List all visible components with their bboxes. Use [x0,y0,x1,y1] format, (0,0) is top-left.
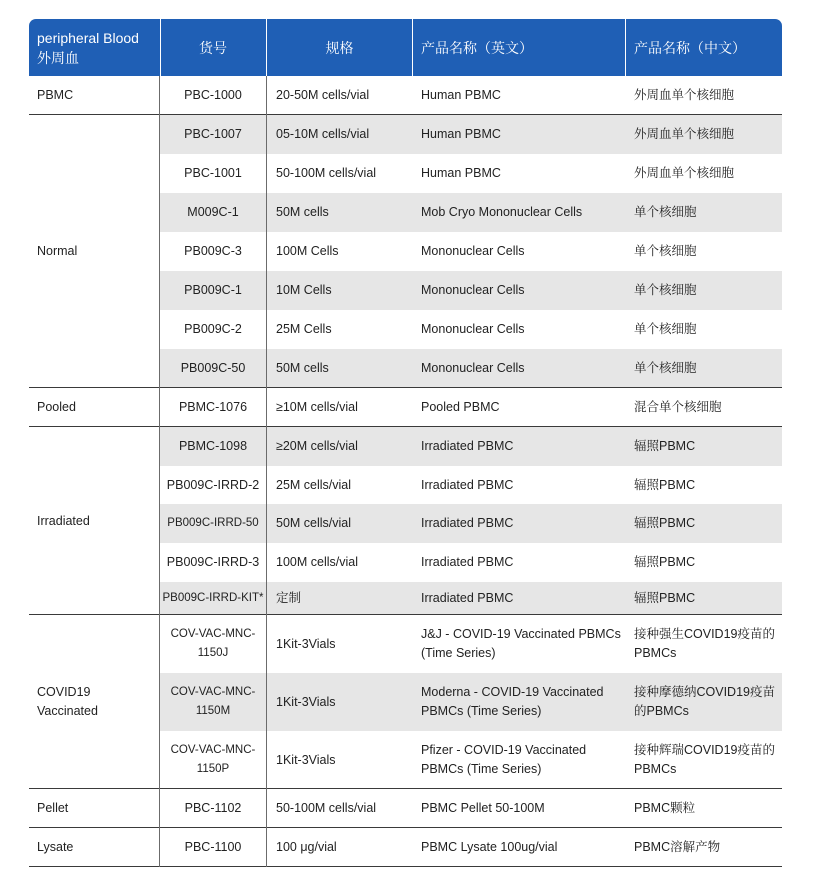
table-row [160,504,782,543]
name-en-cell: Mob Cryo Mononuclear Cells [421,205,583,219]
name-en-cell: Mononuclear Cells [421,283,525,297]
catalog-cell: PB009C-1 [184,283,242,297]
group-column-divider [159,828,160,867]
group-label: Pooled [37,400,76,414]
name-zh-cell: 接种辉瑞COVID19疫苗的PBMCs [634,743,775,776]
catalog-cell: PBC-1000 [184,88,242,102]
spec-cell: 50M cells [276,205,329,219]
group-label: Normal [37,244,78,258]
table-row [29,731,782,789]
group-column-divider [159,115,160,388]
spec-cell: 50M cells [276,361,329,375]
table-row [29,615,782,673]
spec-cell: 50-100M cells/vial [276,801,377,815]
name-zh-cell: 外周血单个核细胞 [634,166,735,180]
product-table [29,19,782,854]
name-zh-cell: 外周血单个核细胞 [634,127,735,141]
header-group-cell [37,19,159,76]
name-en-cell: Irradiated PBMC [421,477,514,492]
group-column-divider [159,388,160,427]
group-label: Lysate [37,840,74,854]
spec-cell: 100M cells/vial [276,555,358,569]
name-zh-cell: 辐照PBMC [634,439,696,453]
table-row [160,349,782,388]
name-zh-cell: 接种摩德纳COVID19疫苗的PBMCs [634,685,775,718]
name-en-cell: Human PBMC [421,88,501,102]
header-group-line1: peripheral Blood [37,29,139,46]
header-name-en: 产品名称（英文） [421,39,533,56]
spec-cell: 1Kit-3Vials [276,636,336,651]
catalog-cell: M009C-1 [187,205,239,219]
name-zh-cell: 外周血单个核细胞 [634,88,735,102]
name-zh-cell: PBMC溶解产物 [634,840,721,854]
name-en-cell: Human PBMC [421,127,501,141]
name-zh-cell: 单个核细胞 [634,244,697,258]
header-spec: 规格 [325,39,354,56]
header-group-line2: 外周血 [37,49,79,66]
catalog-cell: PBMC-1076 [178,400,248,414]
spec-cell: 50M cells/vial [276,516,352,530]
name-en-cell: Mononuclear Cells [421,244,525,258]
name-en-cell: Irradiated PBMC [421,555,514,569]
name-zh-cell: PBMC颗粒 [634,801,696,815]
catalog-cell: PBC-1102 [184,801,242,815]
name-en-cell: PBMC Pellet 50-100M [421,801,545,815]
catalog-cell: PB009C-IRRD-KIT* [162,592,264,604]
catalog-cell: COV-VAC-MNC-1150M [170,686,256,717]
spec-cell: 05-10M cells/vial [276,127,370,141]
header-catalog: 货号 [199,39,227,56]
group-column-divider [159,427,160,615]
name-en-cell: Human PBMC [421,166,501,180]
spec-cell: 25M Cells [276,322,332,336]
spec-cell: 20-50M cells/vial [276,88,370,102]
group-column-divider [159,789,160,828]
name-en-cell: Irradiated PBMC [421,516,514,530]
name-zh-cell: 混合单个核细胞 [634,400,722,414]
spec-cell: ≥20M cells/vial [276,439,358,453]
table-row [160,582,782,615]
spec-cell: 10M Cells [276,283,332,297]
spec-cell: 50-100M cells/vial [276,166,377,180]
spec-cell: ≥10M cells/vial [276,400,358,414]
name-zh-cell: 辐照PBMC [634,516,696,530]
group-column-divider [159,615,160,789]
group-label: Pellet [37,801,69,815]
group-label: PBMC [37,88,74,102]
catalog-cell: PB009C-IRRD-50 [167,517,259,529]
spec-cell: 1Kit-3Vials [276,752,336,767]
catalog-cell: COV-VAC-MNC-1150J [170,628,256,659]
table-row [160,673,782,731]
name-zh-cell: 辐照PBMC [634,591,696,605]
group-column-divider [159,76,160,115]
spec-cell: 定制 [276,591,302,605]
name-zh-cell: 单个核细胞 [634,322,697,336]
catalog-cell: PB009C-50 [180,361,246,375]
spec-cell: 100M Cells [276,244,339,258]
spec-cell: 100 μg/vial [276,840,337,854]
catalog-column-divider [266,76,267,867]
name-zh-cell: 辐照PBMC [634,477,696,492]
name-en-cell: Mononuclear Cells [421,361,525,375]
name-en-cell: Moderna - COVID-19 Vaccinated PBMCs (Time Series) [421,685,604,718]
catalog-cell: PB009C-IRRD-3 [166,555,260,569]
header-name-zh: 产品名称（中文） [634,39,746,56]
name-zh-cell: 单个核细胞 [634,361,697,375]
catalog-cell: PBC-1001 [184,166,242,180]
name-zh-cell: 接种强生COVID19疫苗的PBMCs [634,627,775,660]
name-zh-cell: 单个核细胞 [634,283,697,297]
catalog-cell: PB009C-3 [184,244,242,258]
name-en-cell: PBMC Lysate 100ug/vial [421,840,558,854]
table-row [160,193,782,232]
name-en-cell: Irradiated PBMC [421,439,514,453]
name-en-cell: Irradiated PBMC [421,591,514,605]
catalog-cell: COV-VAC-MNC-1150P [170,744,256,775]
spec-cell: 1Kit-3Vials [276,694,336,709]
table-row [160,271,782,310]
catalog-cell: PB009C-IRRD-2 [166,477,260,492]
name-en-cell: Mononuclear Cells [421,322,525,336]
catalog-cell: PBMC-1098 [178,439,248,453]
catalog-cell: PBC-1007 [184,127,242,141]
name-en-cell: Pooled PBMC [421,400,500,414]
group-label: COVID19 Vaccinated [37,685,98,718]
spec-cell: 25M cells/vial [276,477,352,492]
name-zh-cell: 单个核细胞 [634,205,697,219]
group-label: Irradiated [37,513,90,528]
catalog-cell: PBC-1100 [184,840,242,854]
name-en-cell: Pfizer - COVID-19 Vaccinated PBMCs (Time Series) [421,743,587,776]
catalog-cell: PB009C-2 [184,322,242,336]
group-divider [29,866,782,867]
table-row [160,427,782,466]
name-en-cell: J&J - COVID-19 Vaccinated PBMCs (Time Series) [421,627,621,660]
table-header [29,19,782,76]
name-zh-cell: 辐照PBMC [634,555,696,569]
table-row [160,115,782,154]
